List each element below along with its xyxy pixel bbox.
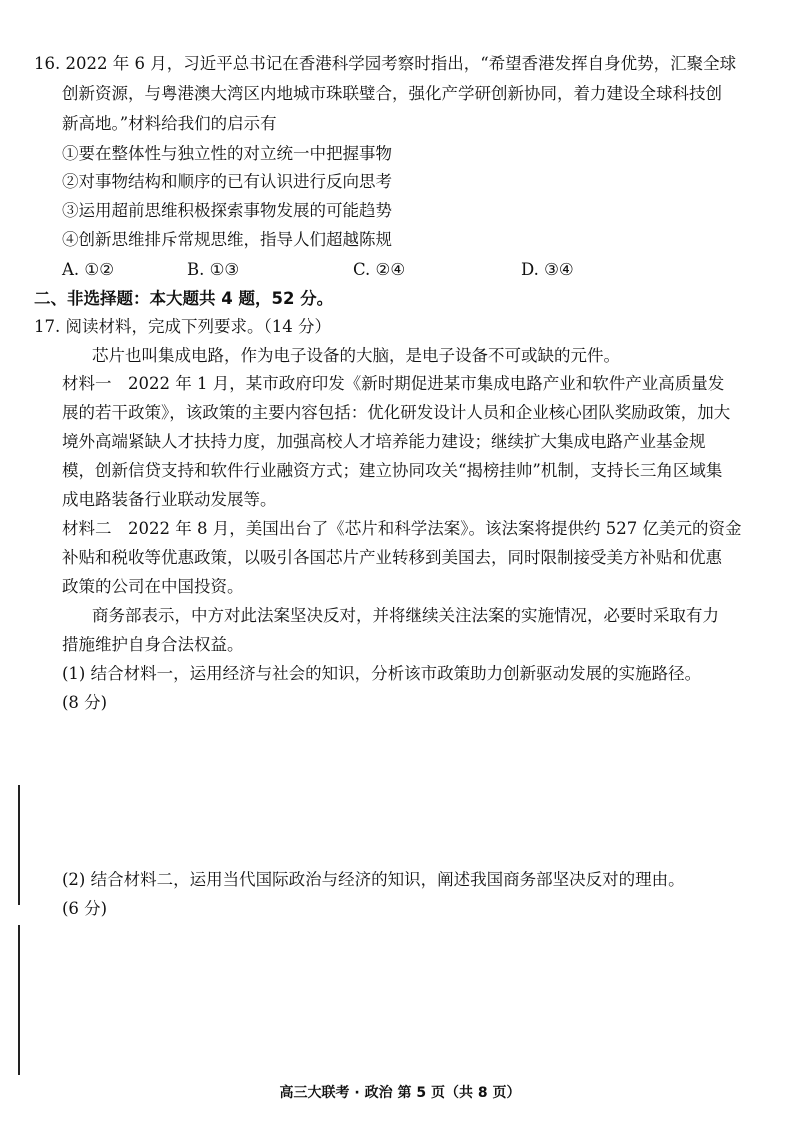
q17-stem: 17. 阅读材料，完成下列要求。（14 分） (34, 317, 331, 336)
material-2-line-3: 政策的公司在中国投资。 (62, 577, 244, 596)
material-1-line-2: 展的若干政策》，该政策的主要内容包括：优化研发设计人员和企业核心团队奖励政策，加大 (62, 403, 731, 422)
q16-option-b: B. ①③ (187, 260, 240, 279)
material-1-line-5: 成电路装备行业联动发展等。 (62, 490, 277, 509)
q16-item-1: ①要在整体性与独立性的对立统一中把握事物 (62, 144, 392, 163)
material-1-line-1: 材料一 2022 年 1 月，某市政府印发《新时期促进某市集成电路产业和软件产业高质量发 (62, 374, 725, 393)
commerce-statement-line-2: 措施维护自身合法权益。 (62, 635, 244, 654)
subquestion-1: (1) 结合材料一，运用经济与社会的知识，分析该市政策助力创新驱动发展的实施路径。 (62, 664, 702, 683)
q16-stem-line-3: 新高地。”材料给我们的启示有 (62, 114, 277, 133)
binding-margin-rule-bottom (18, 925, 20, 1075)
q16-option-a: A. ①② (62, 260, 114, 279)
q16-item-3: ③运用超前思维积极探索事物发展的可能趋势 (62, 201, 392, 220)
q16-stem-line-1: 16. 2022 年 6 月，习近平总书记在香港科学园考察时指出，“希望香港发挥自身优势，汇聚全球 (34, 54, 737, 73)
q16-option-c: C. ②④ (353, 260, 406, 279)
q16-item-2: ②对事物结构和顺序的已有认识进行反向思考 (62, 172, 392, 191)
subquestion-1-score: (8 分) (62, 693, 108, 712)
material-1-line-3: 境外高端紧缺人才扶持力度，加强高校人才培养能力建设；继续扩大集成电路产业基金规 (62, 432, 706, 451)
page-footer: 高三大联考 · 政治 第 5 页（共 8 页） (279, 1085, 521, 1101)
subquestion-2-score: (6 分) (62, 899, 108, 918)
section-2-heading: 二、非选择题：本大题共 4 题，52 分。 (34, 289, 334, 308)
q16-stem-line-2: 创新资源，与粤港澳大湾区内地城市珠联璧合，强化产学研创新协同，着力建设全球科技创 (62, 84, 722, 103)
material-1-line-4: 模，创新信贷支持和软件行业融资方式；建立协同攻关“揭榜挂帅”机制，支持长三角区域集 (62, 461, 723, 480)
material-2-line-1: 材料二 2022 年 8 月，美国出台了《芯片和科学法案》。该法案将提供约 527 亿美元的资金 (62, 519, 742, 538)
material-2-line-2: 补贴和税收等优惠政策，以吸引各国芯片产业转移到美国去，同时限制接受美方补贴和优惠 (62, 548, 722, 567)
subquestion-2: (2) 结合材料二，运用当代国际政治与经济的知识，阐述我国商务部坚决反对的理由。 (62, 870, 685, 889)
binding-margin-rule-top (18, 785, 20, 905)
q16-option-d: D. ③④ (521, 260, 574, 279)
q17-intro: 芯片也叫集成电路，作为电子设备的大脑，是电子设备不可或缺的元件。 (92, 346, 620, 365)
commerce-statement-line-1: 商务部表示，中方对此法案坚决反对，并将继续关注法案的实施情况，必要时采取有力 (92, 606, 719, 625)
q16-item-4: ④创新思维排斥常规思维，指导人们超越陈规 (62, 230, 392, 249)
